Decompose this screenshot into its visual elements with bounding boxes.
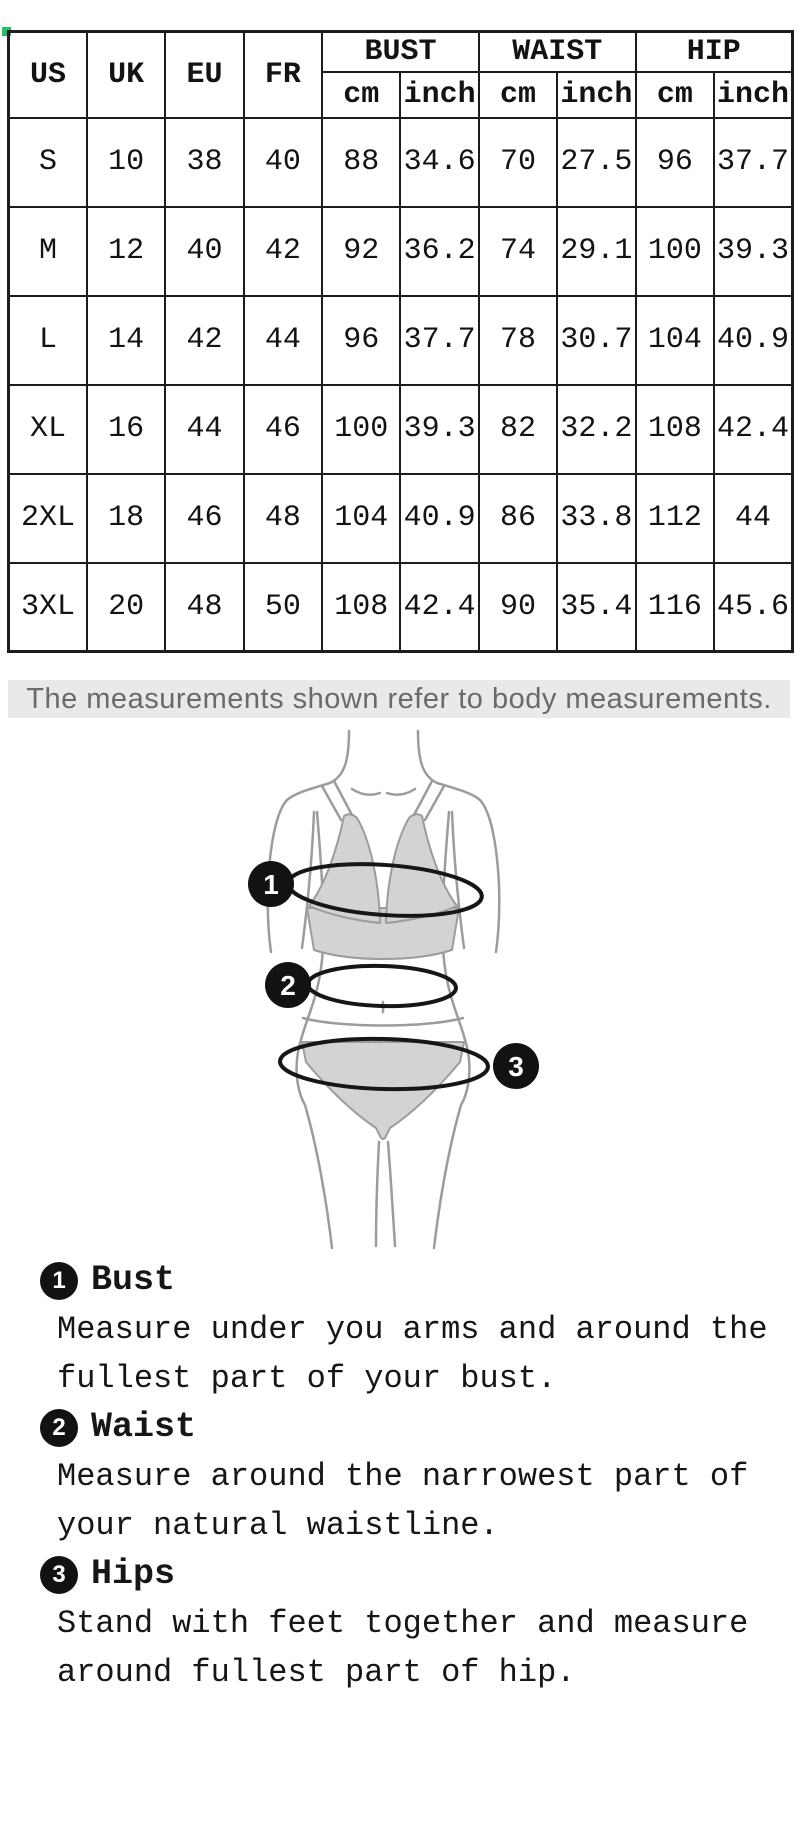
cell-waist-inch: 29.1 [557,207,635,296]
header-us: US [9,32,87,118]
collarbone-right [387,789,415,795]
cell-hip-cm: 108 [636,385,714,474]
bikini-bottom [302,1018,464,1139]
header-hip-group: HIP [636,32,793,72]
table-row [9,385,793,474]
cell-us: S [9,118,87,207]
instruction-line: Stand with feet together and measure [57,1605,749,1642]
svg-text:2: 2 [280,970,296,1001]
cell-bust-inch: 42.4 [400,563,478,652]
unit-waist-inch: inch [557,72,635,118]
cell-eu: 40 [165,207,243,296]
cell-fr: 50 [244,563,322,652]
cell-hip-inch: 42.4 [714,385,792,474]
marker-bust [248,861,294,907]
cell-waist-inch: 32.2 [557,385,635,474]
instruction-title-waist [40,1403,780,1452]
cell-waist-cm: 90 [479,563,557,652]
cell-bust-inch: 34.6 [400,118,478,207]
unit-waist-cm: cm [479,72,557,118]
table-row [9,207,793,296]
instructions [40,1256,780,1697]
cell-waist-cm: 86 [479,474,557,563]
table-row [9,296,793,385]
cell-us: 3XL [9,563,87,652]
cell-hip-cm: 104 [636,296,714,385]
cell-hip-inch: 39.3 [714,207,792,296]
cell-waist-inch: 35.4 [557,563,635,652]
table-header-row [9,32,793,72]
cell-uk: 20 [87,563,165,652]
cell-eu: 44 [165,385,243,474]
cell-waist-cm: 70 [479,118,557,207]
cell-eu: 42 [165,296,243,385]
instruction-title-bust [40,1256,780,1305]
cell-eu: 38 [165,118,243,207]
svg-text:3: 3 [508,1051,524,1082]
cell-fr: 48 [244,474,322,563]
badge-1-icon: 1 [40,1262,78,1300]
cell-bust-inch: 40.9 [400,474,478,563]
instruction-line: your natural waistline. [57,1507,499,1544]
cell-hip-cm: 116 [636,563,714,652]
svg-text:1: 1 [263,869,279,900]
cell-eu: 46 [165,474,243,563]
cell-bust-inch: 39.3 [400,385,478,474]
unit-hip-cm: cm [636,72,714,118]
instruction-title-text: Hips [91,1554,176,1594]
cell-bust-cm: 88 [322,118,400,207]
cell-hip-inch: 44 [714,474,792,563]
unit-hip-inch: inch [714,72,792,118]
note-bar: The measurements shown refer to body measurements. [8,680,790,718]
cell-hip-inch: 40.9 [714,296,792,385]
cell-hip-cm: 96 [636,118,714,207]
instruction-line: fullest part of your bust. [57,1360,557,1397]
header-fr: FR [244,32,322,118]
cell-fr: 42 [244,207,322,296]
cell-bust-cm: 108 [322,563,400,652]
cell-uk: 14 [87,296,165,385]
badge-2-icon: 2 [40,1409,78,1447]
cell-uk: 10 [87,118,165,207]
cell-fr: 46 [244,385,322,474]
marker-waist [265,962,311,1008]
cell-eu: 48 [165,563,243,652]
measurement-diagram [0,715,800,1275]
instruction-line: Measure under you arms and around the [57,1311,768,1348]
cell-bust-cm: 92 [322,207,400,296]
cell-us: 2XL [9,474,87,563]
marker-hip [493,1043,539,1089]
instruction-title-text: Waist [91,1407,197,1447]
cell-waist-cm: 74 [479,207,557,296]
instruction-title-text: Bust [91,1260,176,1300]
cell-bust-inch: 36.2 [400,207,478,296]
cell-uk: 16 [87,385,165,474]
cell-waist-cm: 78 [479,296,557,385]
cell-us: L [9,296,87,385]
cell-uk: 18 [87,474,165,563]
cell-hip-inch: 37.7 [714,118,792,207]
collarbone-left [352,789,380,795]
instruction-title-hips [40,1550,780,1599]
table-row [9,474,793,563]
badge-3-icon: 3 [40,1556,78,1594]
cell-bust-cm: 96 [322,296,400,385]
header-bust-group: BUST [322,32,479,72]
cell-hip-cm: 100 [636,207,714,296]
table-row [9,118,793,207]
header-uk: UK [87,32,165,118]
cell-waist-cm: 82 [479,385,557,474]
cell-hip-cm: 112 [636,474,714,563]
cell-us: M [9,207,87,296]
table-row [9,563,793,652]
cell-waist-inch: 30.7 [557,296,635,385]
cell-bust-cm: 104 [322,474,400,563]
cell-bust-cm: 100 [322,385,400,474]
cell-uk: 12 [87,207,165,296]
cell-fr: 40 [244,118,322,207]
instruction-line: Measure around the narrowest part of [57,1458,749,1495]
cell-hip-inch: 45.6 [714,563,792,652]
unit-bust-inch: inch [400,72,478,118]
unit-bust-cm: cm [322,72,400,118]
cell-fr: 44 [244,296,322,385]
cell-us: XL [9,385,87,474]
header-waist-group: WAIST [479,32,636,72]
instruction-line: around fullest part of hip. [57,1654,576,1691]
cell-bust-inch: 37.7 [400,296,478,385]
size-chart-table [7,30,794,653]
cell-waist-inch: 27.5 [557,118,635,207]
cell-waist-inch: 33.8 [557,474,635,563]
header-eu: EU [165,32,243,118]
